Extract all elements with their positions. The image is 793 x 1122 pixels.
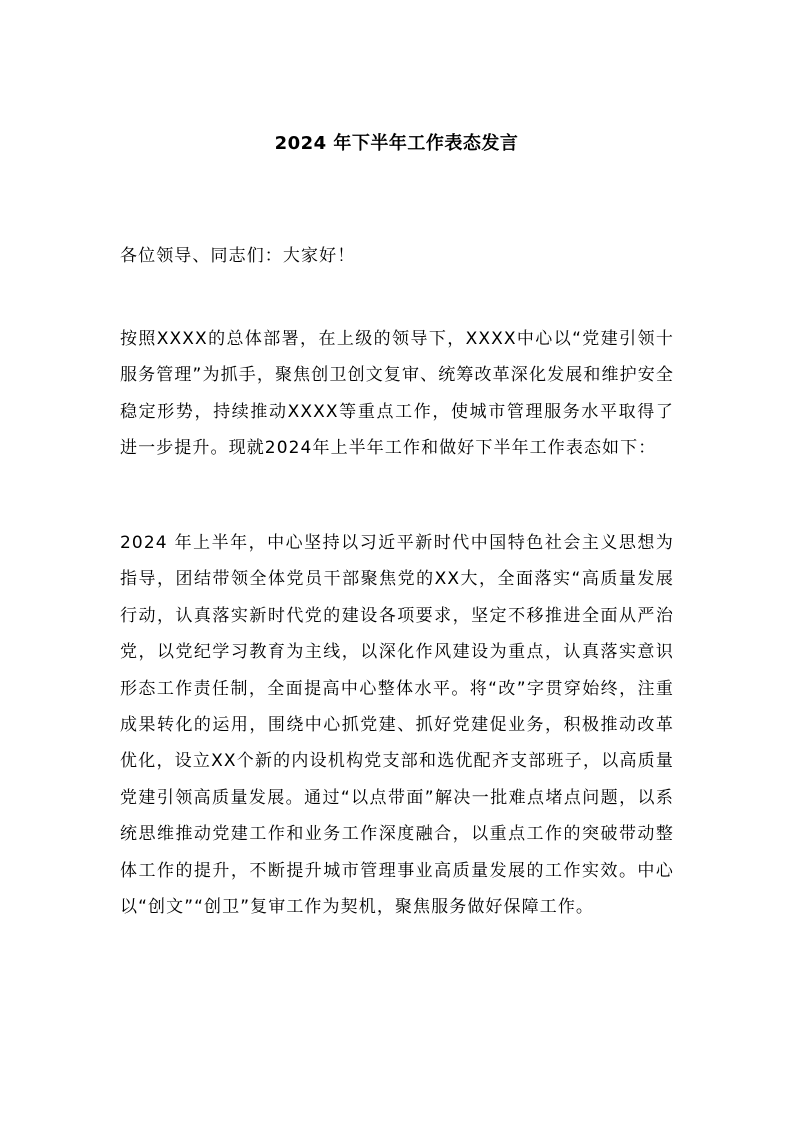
paragraph-intro: 按照XXXX的总体部署，在上级的领导下，XXXX中心以“党建引领十服务管理”为抓手，聚焦创卫创文复审、统筹改革深化发展和维护安全稳定形势，持续推动XXXX等重点工作，使城市管理服务水平取得了进一步提升。现就2024年上半年工作和做好下半年工作表态如下： bbox=[120, 329, 674, 459]
greeting-line: 各位领导、同志们：大家好！ bbox=[120, 246, 356, 266]
paragraph-first-half-review: 2024 年上半年，中心坚持以习近平新时代中国特色社会主义思想为指导，团结带领全体党员干部聚焦党的XX大，全面落实“高质量发展行动，认真落实新时代党的建设各项要求，坚定不移推进全面从严治党，以党纪学习教育为主线，以深化作风建设为重点，认真落实意识形态工作责任制，全面提高中心整体水平。将“改”字贯穿始终，注重成果转化的运用，围绕中心抓党建、抓好党建促业务，积极推动改革优化，设立XX个新的内设机构党支部和选优配齐支部班子，以高质量党建引领高质量发展。通过“以点带面”解决一批难点堵点问题，以系统思维推动党建工作和业务工作深度融合，以重点工作的突破带动整体工作的提升，不断提升城市管理事业高质量发展的工作实效。中心以“创文”“创卫”复审工作为契机，聚焦服务做好保障工作。 bbox=[120, 533, 674, 918]
document-title: 2024 年下半年工作表态发言 bbox=[274, 133, 519, 154]
